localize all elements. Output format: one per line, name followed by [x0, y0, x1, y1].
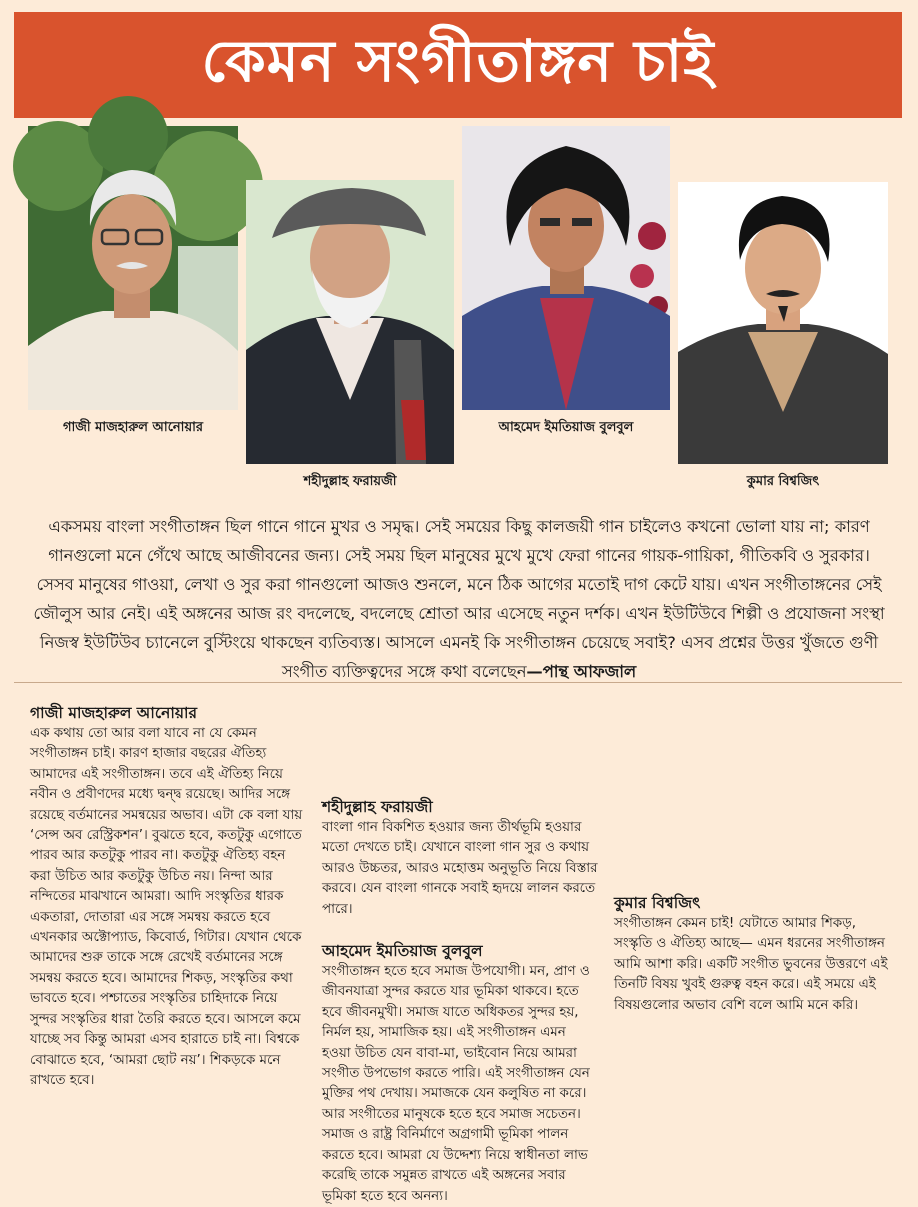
caption-ahmed-imtiaz-bulbul: আহমেদ ইমতিয়াজ বুলবুল — [498, 420, 634, 435]
intro-byline: —পান্থ আফজাল — [526, 662, 637, 681]
section-heading: গাজী মাজহারুল আনোয়ার — [30, 704, 198, 722]
intro-paragraph — [30, 512, 888, 686]
section-text: বাংলা গান বিকশিত হওয়ার জন্য তীর্থভূমি হওয়ার মতো দেখতে চাই। যেখানে বাংলা গান সুর ও কথায় আরও উচ্চতর, আরও মহোত্তম অনুভূতি নিয়ে বিস্তার করবে। যেন বাংলা গানকে সবাই হৃদয়ে লালন করতে পারে। — [322, 820, 598, 917]
caption-shahidullah-faraizi: শহীদুল্লাহ ফরায়জী — [303, 474, 397, 489]
section-heading: আহমেদ ইমতিয়াজ বুলবুল — [322, 942, 483, 961]
section-text: সংগীতাঙ্গন হতে হবে সমাজ উপযোগী। মন, প্রাণ ও জীবনযাত্রা সুন্দর করতে যার ভূমিকা থাকবে। হতে হবে জীবনমুখী। সমাজ যাতে অধিকতর সুন্দর হয়, নির্মল হয়, সামাজিক হয়। এই সংগীতাঙ্গন এমন হওয়া উচিত যেন বাবা-মা, ভাইবোন নিয়ে আমরা সংগীত উপভোগ করতে পারি। এই সংগীতাঙ্গন যেন মুক্তির পথ দেখায়। সমাজকে যেন কলুষিত না করে। আর সংগীতের মানুষকে হতে হবে সমাজ সচেতন। সমাজ ও রাষ্ট্র বিনির্মাণে অগ্রগামী ভূমিকা পালন করতে হবে। আমরা যে উদ্দেশ্য নিয়ে স্বাধীনতা লাভ করেছি তাকে সমুন্নত রাখতে এই অঙ্গনের সবার ভূমিকা হতে হবে অনন্য। — [322, 964, 590, 1204]
section-text: সংগীতাঙ্গন কেমন চাই! যেটাতে আমার শিকড়, সংস্কৃতি ও ঐতিহ্য আছে— এমন ধরনের সংগীতাঙ্গন আমি আশা করি। একটি সংগীত ভুবনের উত্তরণে এই তিনটি বিষয় খুবই গুরুত্ব বহন করে। এই সময়ে এই বিষয়গুলোর অভাব বেশি বলে আমি মনে করি। — [614, 916, 888, 1013]
article-column-2 — [322, 794, 598, 1204]
section-text: এক কথায় তো আর বলা যাবে না যে কেমন সংগীতাঙ্গন চাই। কারণ হাজার বছরের ঐতিহ্য আমাদের এই সংগীতাঙ্গন। তবে এই ঐতিহ্য নিয়ে নবীন ও প্রবীণদের মধ্যে দ্বন্দ্ব রয়েছে। আদির সঙ্গে রয়েছে বর্তমানের সমন্বয়ের অভাব। এটা কে বলা যায় ‘সেন্স অব রেস্ট্রিকশন’। বুঝতে হবে, কতটুকু এগোতে পারব আর কতটুকু পারব না। কতটুকু ঐতিহ্য বহন করা উচিত আর কতটুকু উচিত নয়। নিন্দা আর নন্দিতের মাঝখানে আমরা। আদি সংস্কৃতির ধারক একতারা, দোতারা এর সঙ্গে সমন্বয় করতে হবে এখনকার অক্টোপ্যাড, কিবোর্ড, গিটার। যেখান থেকে আমাদের শুরু তাকে সঙ্গে রেখেই বর্তমানের সঙ্গে সমন্বয় করতে হবে। আমাদের শিকড়, সংস্কৃতির কথা ভাবতে হবে। পশ্চাতের সংস্কৃতির চাহিদাকে নিয়ে সুন্দর সংস্কৃতির ধারা তৈরি করতে হবে। আসলে কমে যাচ্ছে সব কিন্তু আমরা এসব হারাতে চাই না। বিশ্বকে বোঝাতে হবে, ‘আমরা ছোট নয়’। শিকড়কে মনে রাখতে হবে। — [30, 726, 303, 1088]
photo-shahidullah-faraizi — [246, 180, 454, 464]
section-divider — [14, 682, 902, 683]
photo-ahmed-imtiaz-bulbul — [462, 126, 670, 410]
photo-gazi-mazharul-anwar — [28, 126, 238, 410]
intro-text: একসময় বাংলা সংগীতাঙ্গন ছিল গানে গানে মুখর ও সমৃদ্ধ। সেই সময়ের কিছু কালজয়ী গান চাইলেও কখনো ভোলা যায় না; কারণ গানগুলো মনে গেঁথে আছে আজীবনের জন্য। সেই সময় ছিল মানুষের মুখে মুখে ফেরা গানের গায়ক-গায়িকা, গীতিকবি ও সুরকার। সেসব মানুষের গাওয়া, লেখা ও সুর করা গানগুলো আজও শুনলে, মনে ঠিক আগের মতোই দাগ কেটে যায়। এখন সংগীতাঙ্গনের সেই জৌলুস আর নেই। এই অঙ্গনের আজ রং বদলেছে, বদলেছে শ্রোতা আর এসেছে নতুন দর্শক। এখন ইউটিউবে শিল্পী ও প্রযোজনা সংস্থা নিজস্ব ইউটিউব চ্যানেলে বুস্টিংয়ে থাকছেন ব্যতিব্যস্ত। আসলে এমনই কি সংগীতাঙ্গন চেয়েছে সবাই? এসব প্রশ্নের উত্তর খুঁজতে গুণী সংগীত ব্যক্তিত্বদের সঙ্গে কথা বলেছেন — [33, 517, 885, 681]
section-heading: কুমার বিশ্বজিৎ — [614, 894, 701, 912]
caption-kumar-bishwajit: কুমার বিশ্বজিৎ — [746, 474, 820, 489]
caption-gazi-mazharul-anwar: গাজী মাজহারুল আনোয়ার — [62, 420, 204, 435]
article-column-3 — [614, 890, 890, 1016]
photo-kumar-bishwajit — [678, 182, 888, 464]
article-column-1 — [30, 700, 306, 1088]
page-title: কেমন সংগীতাঙ্গন চাই — [201, 26, 715, 95]
section-heading: শহীদুল্লাহ ফরায়জী — [322, 798, 433, 816]
